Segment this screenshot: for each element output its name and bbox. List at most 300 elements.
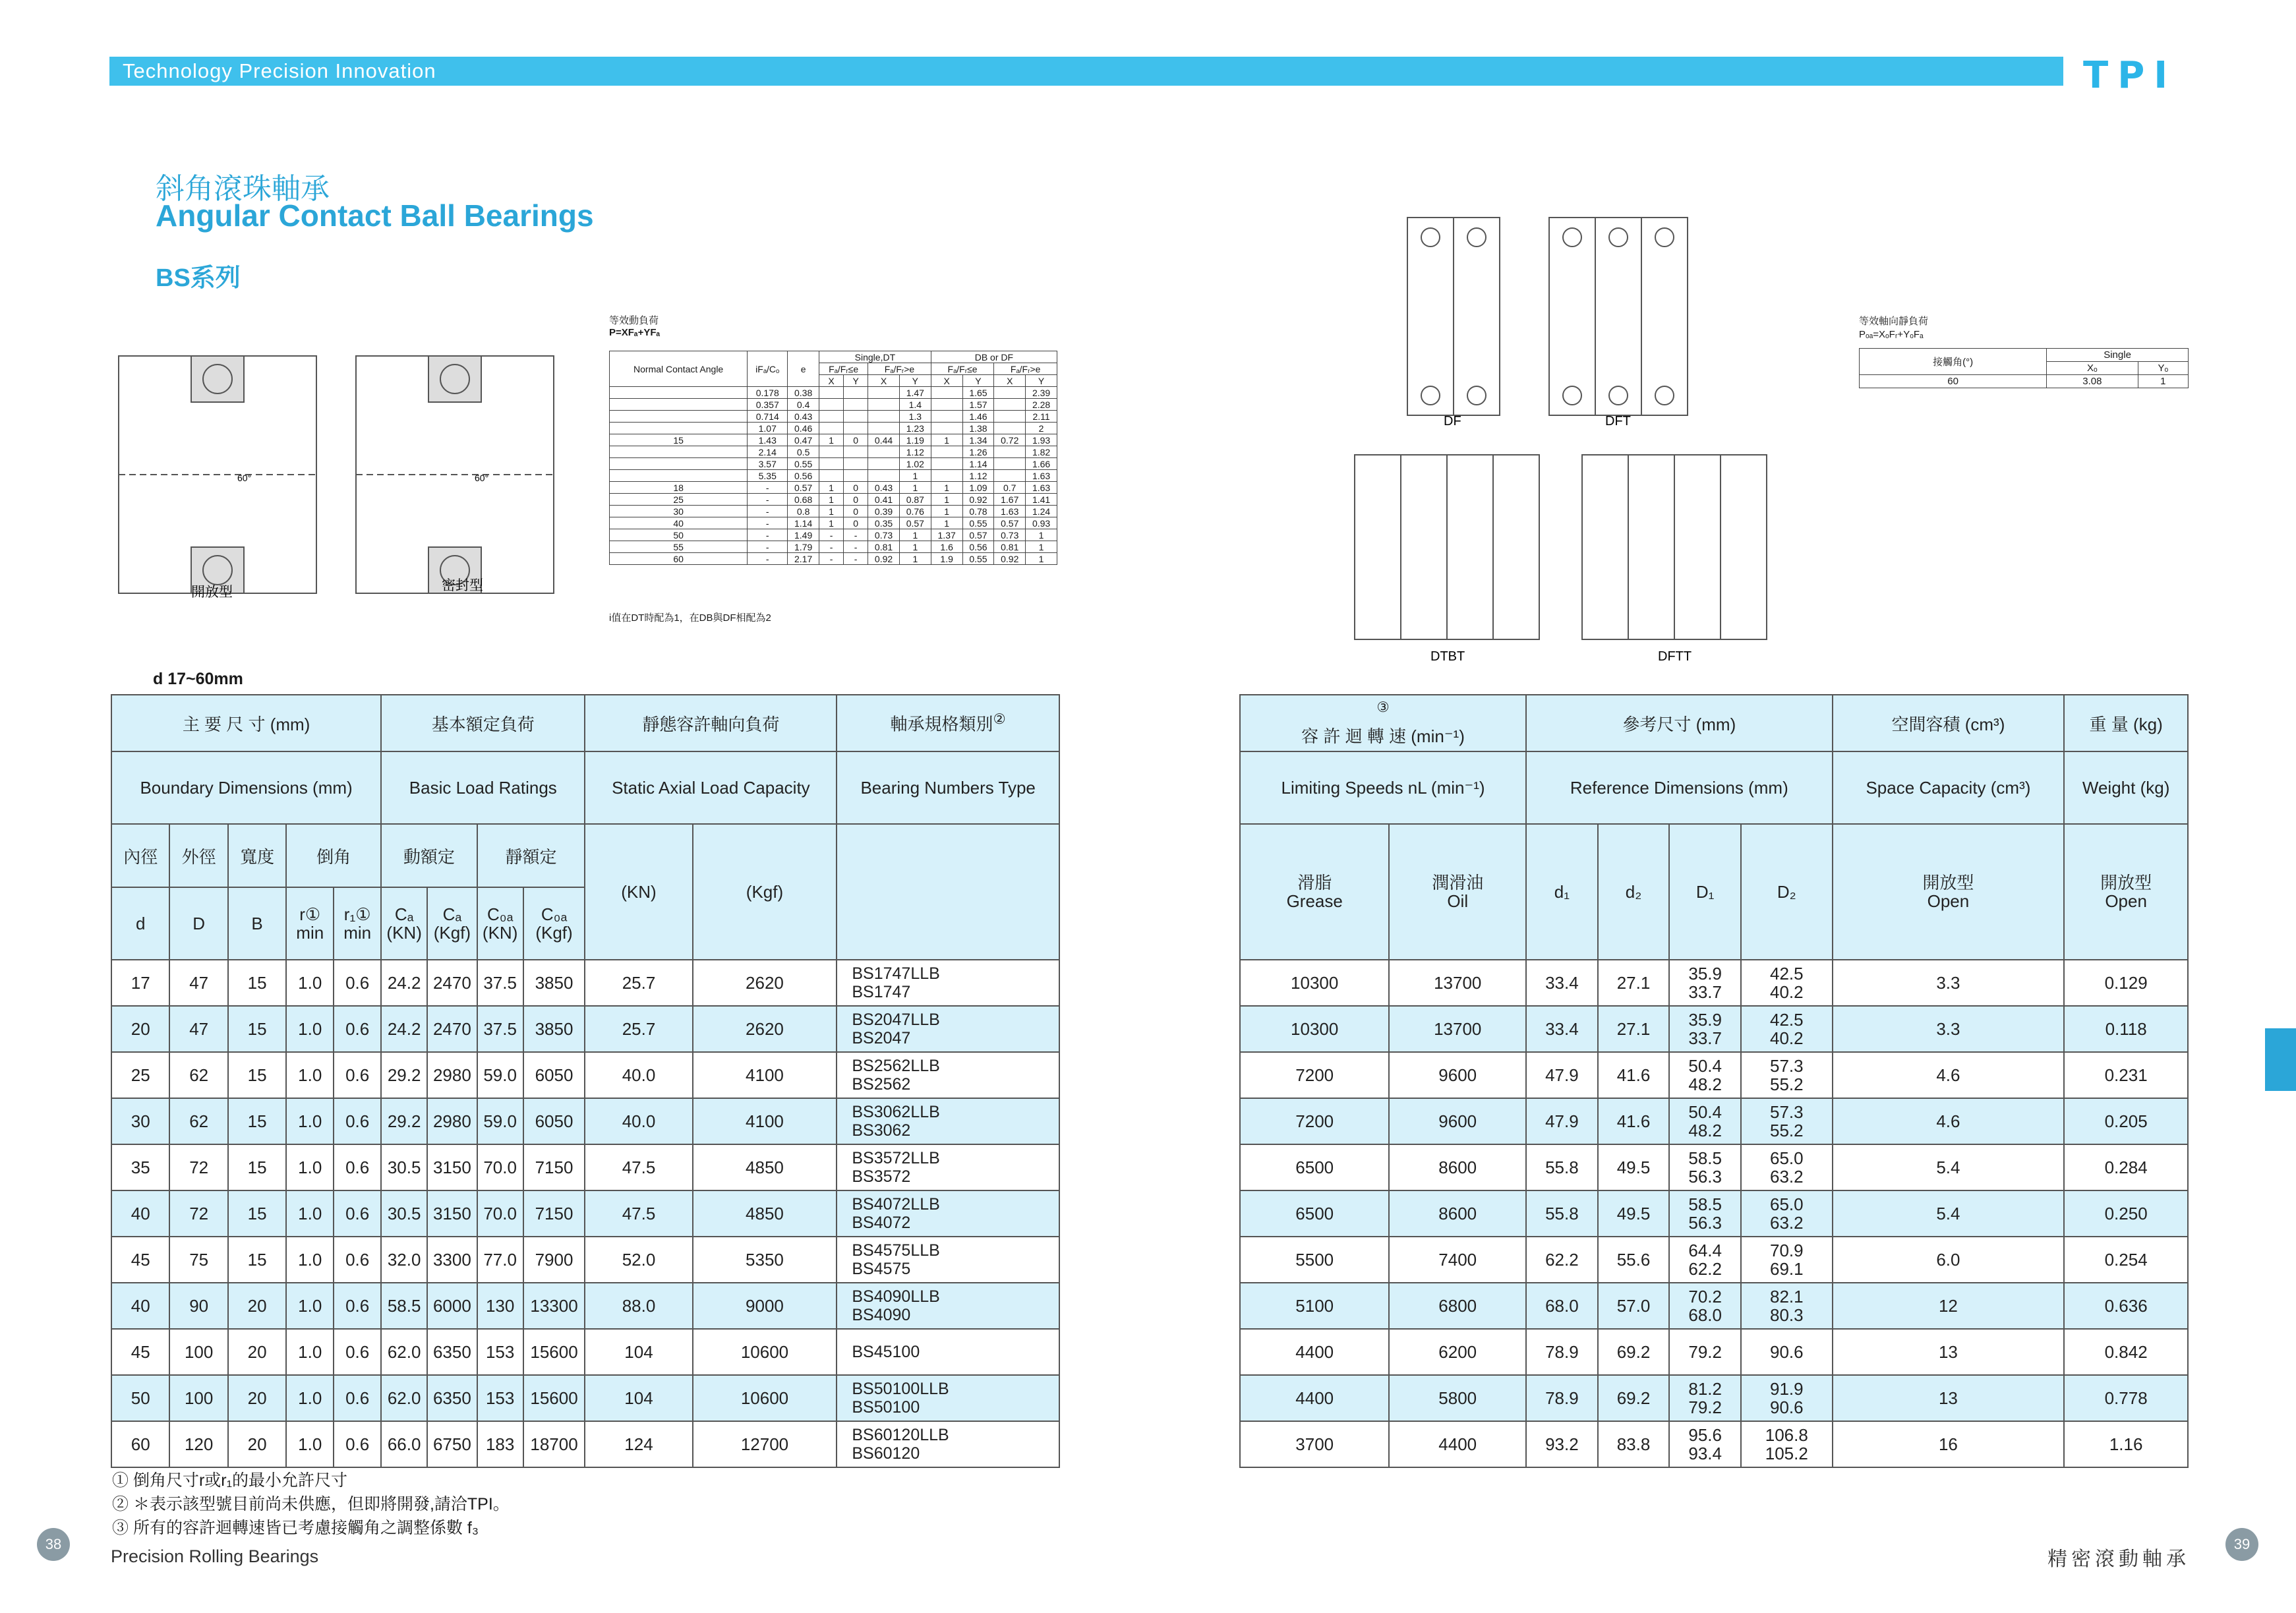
table-row <box>111 1190 1059 1237</box>
lt-cell: 12700 <box>693 1421 837 1467</box>
lt-cell: 62 <box>169 1098 227 1144</box>
static-load-title-text: 等效軸向靜負荷 <box>1859 316 1929 327</box>
lt-cell: 6750 <box>427 1421 477 1467</box>
rt-value: 93.4 <box>1688 1444 1722 1463</box>
lt-h4-r <box>286 887 334 960</box>
lf-cell: 0.43 <box>868 482 900 494</box>
lf-cell: 1.67 <box>994 494 1026 506</box>
rt-cell: 1.16 <box>2064 1421 2188 1467</box>
rt-value: 95.6 <box>1688 1425 1722 1445</box>
rt-cell: 78.9 <box>1526 1375 1598 1421</box>
lf-head-e: e <box>788 351 819 387</box>
lt-cell: 7150 <box>523 1144 585 1190</box>
lf-cell <box>819 446 844 458</box>
lt-cell: 59.0 <box>477 1098 523 1144</box>
rt-h1-space: 空間容積 (cm³) <box>1833 695 2065 751</box>
slogan: Technology Precision Innovation <box>123 59 436 82</box>
lt-cell: 104 <box>585 1329 692 1375</box>
bearing-code: BS4072 <box>852 1214 911 1232</box>
table-row <box>610 458 1057 470</box>
rt-value: 50.4 <box>1688 1102 1722 1122</box>
lf-cell: 0.73 <box>868 529 900 541</box>
rt-cell: 0.636 <box>2064 1283 2188 1329</box>
st-x0: Xₒ <box>2047 362 2138 375</box>
lt-cell: 52.0 <box>585 1237 692 1283</box>
lf-cell: 1 <box>819 517 844 529</box>
lf-cell: 1.14 <box>962 458 994 470</box>
table-row <box>111 1421 1059 1467</box>
lt-cell: 15 <box>228 1237 286 1283</box>
lf-cell <box>844 446 868 458</box>
lt-cell: 6050 <box>523 1098 585 1144</box>
rt-value: 42.5 <box>1770 964 1804 983</box>
rt-h3-label: Open <box>1927 891 1970 911</box>
lt-cell: 1.0 <box>286 1329 334 1375</box>
rt-value: 63.2 <box>1770 1167 1804 1187</box>
rt-cell: 6500 <box>1240 1144 1389 1190</box>
lt-h1-load: 基本額定負荷 <box>381 695 585 751</box>
lt-cell: 0.6 <box>334 1144 381 1190</box>
lt-h4-coa2: C₀ₐ <box>541 904 568 924</box>
lt-cell: 15600 <box>523 1375 585 1421</box>
rt-h1-speed <box>1240 695 1526 751</box>
rt-cell: 69.2 <box>1598 1375 1670 1421</box>
rt-value: 55.2 <box>1770 1121 1804 1140</box>
rt-cell: 4400 <box>1240 1375 1389 1421</box>
rt-value: 69.1 <box>1770 1259 1804 1279</box>
rt-cell <box>1669 1421 1741 1467</box>
lt-cell: 1.0 <box>286 1375 334 1421</box>
arrangement-df: DF <box>1444 414 1461 428</box>
arrangement-dft: DFT <box>1605 414 1631 428</box>
lf-cell <box>931 470 962 482</box>
lf-cell: 1.07 <box>748 423 788 434</box>
lf-cell: 1.47 <box>899 387 931 399</box>
lf-cell: 2.28 <box>1026 399 1057 411</box>
lt-cell: 3150 <box>427 1190 477 1237</box>
lf-cell <box>844 470 868 482</box>
bearing-number <box>837 1375 1059 1421</box>
lt-cell: 70.0 <box>477 1144 523 1190</box>
lf-cell: 0.41 <box>868 494 900 506</box>
bearing-code: BS45100 <box>852 1343 920 1361</box>
lf-cell: 0.357 <box>748 399 788 411</box>
lf-cell <box>610 446 748 458</box>
static-load-table <box>1859 348 2189 388</box>
lt-cell: 60 <box>111 1421 169 1467</box>
lf-cell: 0.46 <box>788 423 819 434</box>
lf-cell: 0.55 <box>962 553 994 565</box>
lf-cell: - <box>819 541 844 553</box>
rt-h3-label: Open <box>2105 891 2147 911</box>
rt-cell: 0.250 <box>2064 1190 2188 1237</box>
lf-cell <box>931 387 962 399</box>
rt-cell: 57.0 <box>1598 1283 1670 1329</box>
lf-cell: - <box>844 553 868 565</box>
arrangement-dftt: DFTT <box>1658 649 1692 664</box>
lf-cell: 40 <box>610 517 748 529</box>
table-row <box>610 423 1057 434</box>
lt-cell: 0.6 <box>334 1190 381 1237</box>
lf-cell: 0.57 <box>899 517 931 529</box>
st-single: Single <box>2047 349 2189 362</box>
rt-cell: 13700 <box>1389 1006 1526 1052</box>
lf-cell: 0.68 <box>788 494 819 506</box>
lf-cell: 0.56 <box>788 470 819 482</box>
lt-cell: 29.2 <box>381 1052 427 1098</box>
rt-value: 90.6 <box>1770 1342 1804 1362</box>
lt-cell: 20 <box>111 1006 169 1052</box>
rt-value: 70.2 <box>1688 1287 1722 1306</box>
bearing-arrangement-diagrams <box>1345 211 1793 666</box>
tpi-logo: TPI <box>2083 54 2177 97</box>
rt-h3-4 <box>1669 824 1741 960</box>
rt-cell <box>1669 1283 1741 1329</box>
rt-cell <box>1669 1190 1741 1237</box>
lf-cell: 1.02 <box>899 458 931 470</box>
lf-cell: 1.82 <box>1026 446 1057 458</box>
lf-cell: 0.38 <box>788 387 819 399</box>
rt-h3-0 <box>1240 824 1389 960</box>
rt-cell: 16 <box>1833 1421 2065 1467</box>
lt-h4-ca-unit: (KN) <box>386 923 422 943</box>
lf-cell: 1.24 <box>1026 506 1057 517</box>
bearing-number <box>837 1098 1059 1144</box>
bearing-number <box>837 1052 1059 1098</box>
lt-cell: 1.0 <box>286 1283 334 1329</box>
rt-value: 56.3 <box>1688 1213 1722 1233</box>
table-row <box>111 1098 1059 1144</box>
bearing-code: BS50100 <box>852 1398 920 1417</box>
lf-sub: Fₐ/Fᵣ>e <box>994 363 1057 375</box>
lf-cell <box>994 411 1026 423</box>
lt-h3-dynamic: 動額定 <box>381 824 477 887</box>
rt-cell: 4.6 <box>1833 1052 2065 1098</box>
lf-cell: 15 <box>610 434 748 446</box>
lt-cell: 2980 <box>427 1098 477 1144</box>
rt-cell: 3700 <box>1240 1421 1389 1467</box>
lt-h2-bearing: Bearing Numbers Type <box>837 751 1059 824</box>
lt-cell: 1.0 <box>286 960 334 1006</box>
lt-cell: 0.6 <box>334 1283 381 1329</box>
lf-cell: 2.39 <box>1026 387 1057 399</box>
rt-value: 79.2 <box>1688 1342 1722 1362</box>
lf-xy-6: X <box>994 375 1026 387</box>
table-row <box>610 494 1057 506</box>
rt-value: 70.9 <box>1770 1241 1804 1260</box>
table-row <box>610 470 1057 482</box>
rt-cell: 13700 <box>1389 960 1526 1006</box>
lf-cell: 1 <box>931 517 962 529</box>
rt-value: 40.2 <box>1770 982 1804 1002</box>
bearing-code: BS3062 <box>852 1121 911 1140</box>
rt-cell <box>1669 1144 1741 1190</box>
rt-value: 33.7 <box>1688 1028 1722 1048</box>
lt-cell: 47 <box>169 1006 227 1052</box>
lf-cell: 1.38 <box>962 423 994 434</box>
lf-xy-3: Y <box>899 375 931 387</box>
lf-cell: - <box>748 506 788 517</box>
lt-cell: 47.5 <box>585 1190 692 1237</box>
lt-cell: 47 <box>169 960 227 1006</box>
rt-cell: 8600 <box>1389 1190 1526 1237</box>
lf-cell <box>610 411 748 423</box>
page-title-en: Angular Contact Ball Bearings <box>156 198 594 233</box>
lf-cell <box>994 399 1026 411</box>
table-row <box>111 1052 1059 1098</box>
lt-cell: 5350 <box>693 1237 837 1283</box>
rt-cell: 5800 <box>1389 1375 1526 1421</box>
lt-cell: 153 <box>477 1375 523 1421</box>
table-row <box>610 399 1057 411</box>
table-row <box>111 960 1059 1006</box>
rt-cell: 0.231 <box>2064 1052 2188 1098</box>
lf-cell: 0.92 <box>962 494 994 506</box>
rt-cell <box>1669 1006 1741 1052</box>
rt-cell: 13 <box>1833 1375 2065 1421</box>
lt-cell: 40.0 <box>585 1098 692 1144</box>
lt-cell: 24.2 <box>381 1006 427 1052</box>
lf-cell: 0.4 <box>788 399 819 411</box>
lt-cell: 7150 <box>523 1190 585 1237</box>
lt-cell: 72 <box>169 1190 227 1237</box>
rt-h2-speed: Limiting Speeds nL (min⁻¹) <box>1240 751 1526 824</box>
lt-cell: 40 <box>111 1283 169 1329</box>
lf-cell <box>994 470 1026 482</box>
rt-value: 48.2 <box>1688 1121 1722 1140</box>
rt-value: 48.2 <box>1688 1074 1722 1094</box>
lt-cell: 124 <box>585 1421 692 1467</box>
table-row <box>1240 1375 2188 1421</box>
lf-cell: - <box>748 517 788 529</box>
rt-cell <box>1741 1421 1833 1467</box>
rt-h3-label: Oil <box>1447 891 1469 911</box>
lt-cell: 7900 <box>523 1237 585 1283</box>
lf-cell <box>994 423 1026 434</box>
reference-dimensions-table <box>1239 694 2189 1468</box>
lt-h3-blank <box>837 824 1059 960</box>
table-row <box>111 1329 1059 1375</box>
lt-cell: 4100 <box>693 1052 837 1098</box>
sealed-type-label: 密封型 <box>442 578 483 593</box>
rt-cell: 33.4 <box>1526 1006 1598 1052</box>
lf-cell: 1.23 <box>899 423 931 434</box>
table-row <box>1240 1283 2188 1329</box>
page-number-left: 38 <box>37 1528 70 1561</box>
bearing-code: BS2047LLB <box>852 1011 940 1029</box>
lt-h4-B: B <box>228 887 286 960</box>
lt-h1-static: 靜態容許軸向負荷 <box>585 695 837 751</box>
lt-cell: 15 <box>228 960 286 1006</box>
table-row <box>1240 1237 2188 1283</box>
table-row <box>610 387 1057 399</box>
arrangement-dtbt: DTBT <box>1430 649 1465 664</box>
lf-cell <box>819 387 844 399</box>
lf-cell <box>610 458 748 470</box>
bearing-cross-section-drawings <box>105 343 606 626</box>
lf-xy-1: Y <box>844 375 868 387</box>
lt-cell: 20 <box>228 1329 286 1375</box>
st-x: 3.08 <box>2047 375 2138 388</box>
rt-value: 80.3 <box>1770 1305 1804 1325</box>
lf-xy-7: Y <box>1026 375 1057 387</box>
lt-h2-boundary: Boundary Dimensions (mm) <box>111 751 381 824</box>
rt-value: 81.2 <box>1688 1379 1722 1399</box>
lt-cell: 10600 <box>693 1375 837 1421</box>
rt-value: 42.5 <box>1770 1010 1804 1030</box>
lt-cell: 15 <box>228 1190 286 1237</box>
rt-value: 79.2 <box>1688 1397 1722 1417</box>
rt-cell: 7200 <box>1240 1098 1389 1144</box>
lf-cell: 1.63 <box>994 506 1026 517</box>
static-load-formula: Pₒₐ=XₒFᵣ+YₒFₐ <box>1859 329 1924 340</box>
rt-cell: 7400 <box>1389 1237 1526 1283</box>
rt-cell <box>1741 1052 1833 1098</box>
lf-cell: 0.44 <box>868 434 900 446</box>
lt-cell: 1.0 <box>286 1190 334 1237</box>
lt-cell: 0.6 <box>334 1098 381 1144</box>
bearing-code: BS60120 <box>852 1444 920 1463</box>
lt-cell: 0.6 <box>334 1052 381 1098</box>
bearing-number <box>837 960 1059 1006</box>
lf-cell: 1.12 <box>962 470 994 482</box>
bearing-code: BS4575LLB <box>852 1241 940 1260</box>
bearing-code: BS4090LLB <box>852 1287 940 1306</box>
rt-h3-label: 滑脂 <box>1297 873 1332 893</box>
footer-left-text: Precision Rolling Bearings <box>111 1546 319 1566</box>
rt-h3-5 <box>1741 824 1833 960</box>
bearing-code: BS3062LLB <box>852 1103 940 1121</box>
lt-cell: 37.5 <box>477 960 523 1006</box>
lf-cell: 0 <box>844 506 868 517</box>
lf-cell: 1.41 <box>1026 494 1057 506</box>
rt-cell <box>1741 1237 1833 1283</box>
lt-cell: 1.0 <box>286 1421 334 1467</box>
rt-cell: 13 <box>1833 1329 2065 1375</box>
lf-cell <box>610 423 748 434</box>
lf-cell: 1.65 <box>962 387 994 399</box>
lf-cell: 1.26 <box>962 446 994 458</box>
lt-h4-coa-kgf <box>523 887 585 960</box>
rt-h2-ref: Reference Dimensions (mm) <box>1526 751 1833 824</box>
lf-cell: 1.46 <box>962 411 994 423</box>
lf-cell: 0.78 <box>962 506 994 517</box>
rt-cell: 47.9 <box>1526 1052 1598 1098</box>
lt-cell: 15 <box>228 1144 286 1190</box>
lf-cell: 1.34 <box>962 434 994 446</box>
table-row <box>610 411 1057 423</box>
rt-cell: 0.129 <box>2064 960 2188 1006</box>
rt-value: 50.4 <box>1688 1056 1722 1076</box>
lf-cell: 1 <box>1026 529 1057 541</box>
angle-label-sealed: 60° <box>475 473 489 483</box>
equivalent-dynamic-load-title <box>609 315 660 339</box>
rt-cell <box>1741 1283 1833 1329</box>
lt-cell: 62.0 <box>381 1375 427 1421</box>
lf-cell: 0.73 <box>994 529 1026 541</box>
lt-cell: 1.0 <box>286 1144 334 1190</box>
lt-h1-bearing <box>837 695 1059 751</box>
lt-cell: 25.7 <box>585 1006 692 1052</box>
lt-cell: 6350 <box>427 1375 477 1421</box>
header-banner <box>109 57 2063 86</box>
lt-cell: 30.5 <box>381 1190 427 1237</box>
lf-cell: 1 <box>899 470 931 482</box>
rt-h3-2 <box>1526 824 1598 960</box>
lt-cell: 35 <box>111 1144 169 1190</box>
rt-h3-label: 潤滑油 <box>1432 873 1484 893</box>
lt-h4-r-min: min <box>296 923 324 943</box>
table-row <box>1240 1190 2188 1237</box>
lf-cell <box>819 411 844 423</box>
bearing-code: BS3572 <box>852 1167 911 1186</box>
lt-cell: 10600 <box>693 1329 837 1375</box>
lt-cell: 20 <box>228 1283 286 1329</box>
lt-h4-D: D <box>169 887 227 960</box>
lf-cell <box>868 387 900 399</box>
rt-cell: 12 <box>1833 1283 2065 1329</box>
lt-cell: 3300 <box>427 1237 477 1283</box>
lf-cell <box>931 399 962 411</box>
table-row <box>111 1006 1059 1052</box>
lt-h4-ca2: Cₐ <box>442 904 462 924</box>
table-row <box>610 529 1057 541</box>
rt-cell <box>1669 1237 1741 1283</box>
bearing-number <box>837 1329 1059 1375</box>
lf-cell: 25 <box>610 494 748 506</box>
rt-cell: 55.8 <box>1526 1144 1598 1190</box>
lt-cell: 3850 <box>523 1006 585 1052</box>
rt-h2-weight: Weight (kg) <box>2064 751 2188 824</box>
lf-cell <box>819 470 844 482</box>
lf-cell: 0.35 <box>868 517 900 529</box>
lt-h4-r1 <box>334 887 381 960</box>
lt-cell: 30 <box>111 1098 169 1144</box>
lf-cell: 1.4 <box>899 399 931 411</box>
footnote-3: ③ 所有的容許迴轉速皆已考慮接觸角之調整係數 f₃ <box>112 1519 479 1537</box>
rt-cell: 9600 <box>1389 1098 1526 1144</box>
page-title-cn: 斜角滾珠軸承 <box>156 173 330 205</box>
lf-cell: 0.87 <box>899 494 931 506</box>
rt-cell: 0.778 <box>2064 1375 2188 1421</box>
lf-cell: 0.76 <box>899 506 931 517</box>
lf-cell: 1.63 <box>1026 482 1057 494</box>
table-row <box>1240 1006 2188 1052</box>
rt-cell: 9600 <box>1389 1052 1526 1098</box>
lf-cell: 1.57 <box>962 399 994 411</box>
rt-value: 55.2 <box>1770 1074 1804 1094</box>
lf-cell: 0 <box>844 517 868 529</box>
series-label: BS系列 <box>156 264 241 292</box>
footnote-2: ② ＊表示該型號目前尚未供應，但即將開發,請洽TPI。 <box>112 1495 510 1513</box>
rt-cell: 41.6 <box>1598 1052 1670 1098</box>
lf-head-angle: Normal Contact Angle <box>610 351 748 387</box>
lt-h3-bore: 內徑 <box>111 824 169 887</box>
boundary-dimensions-table <box>111 694 1060 1468</box>
lf-cell: 2 <box>1026 423 1057 434</box>
lt-h2-load: Basic Load Ratings <box>381 751 585 824</box>
lt-cell: 3850 <box>523 960 585 1006</box>
table-row <box>610 446 1057 458</box>
lt-h4-coa: C₀ₐ <box>487 904 514 924</box>
lf-cell: 1.6 <box>931 541 962 553</box>
lf-cell: 0.178 <box>748 387 788 399</box>
lf-cell: 50 <box>610 529 748 541</box>
rt-cell: 5.4 <box>1833 1190 2065 1237</box>
lt-cell: 153 <box>477 1329 523 1375</box>
lf-cell: 0.43 <box>788 411 819 423</box>
lt-cell: 15 <box>228 1052 286 1098</box>
